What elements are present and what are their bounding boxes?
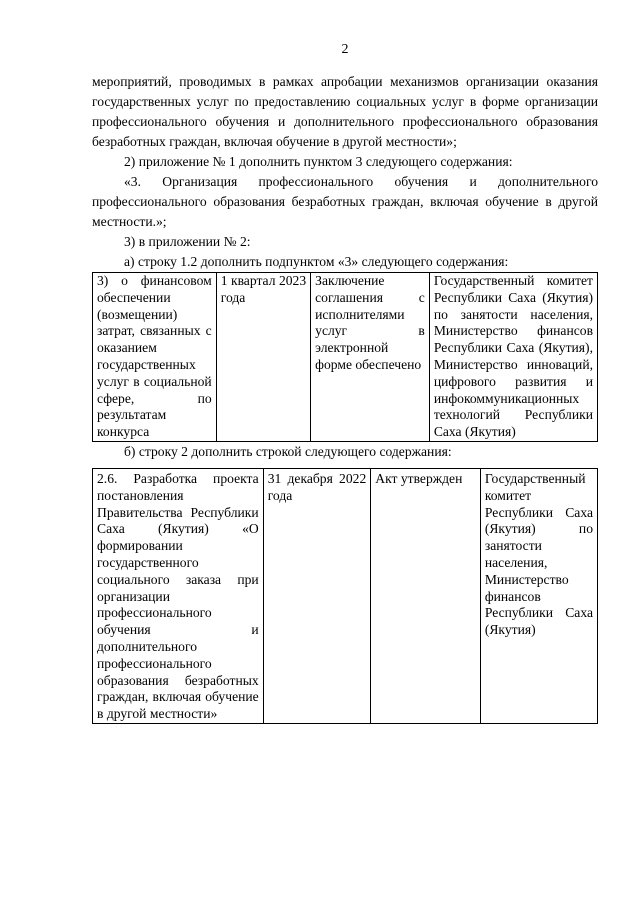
table-cell-deadline: 1 квартал 2023 года [216,273,310,442]
page-number: 2 [341,42,349,57]
table-row-1-2-addition [92,272,598,442]
table-cell-event: 2.6. Разработка проекта постановления Правительства Республики Саха (Якутия) «О формировании государственного социального заказа при организации профессионального обучения и дополнительного профессионального образования безработных граждан, включая обучение в другой местности» [93,468,264,723]
table-cell-event: 3) о финансовом обеспечении (возмещении) затрат, связанных с оказанием государственных услуг в социальной сфере, по результатам конкурса [93,273,217,442]
table-cell-responsible: Государственный комитет Республики Саха (Якутия) по занятости населения, Министерство финансов Республики Саха (Якутия) [480,468,597,723]
document-page [92,40,598,724]
paragraph-4: 3) в приложении № 2: [124,234,251,249]
paragraph-5: а) строку 1.2 дополнить подпунктом «3» следующего содержания: [124,254,509,269]
table-row [93,273,598,442]
table-cell-responsible: Государственный комитет Республики Саха (Якутия) по занятости населения, Министерство финансов Республики Саха (Якутия), Министерство инноваций, цифрового развития и инфокоммуникационных технологий Республики Саха (Якутия) [429,273,597,442]
paragraph-3: «3. Организация профессионального обучения и дополнительного профессионального образования безработных граждан, включая обучение в другой местности.»; [92,174,598,229]
table-row-2-6-addition [92,468,598,724]
paragraph-6: б) строку 2 дополнить строкой следующего содержания: [124,443,452,459]
table-row [93,468,598,723]
table-cell-result: Заключение соглашения с исполнителями услуг в электронной форме обеспечено [311,273,430,442]
table-cell-result: Акт утвержден [371,468,481,723]
paragraph-1: мероприятий, проводимых в рамках апробации механизмов организации оказания государственных услуг по предоставлению социальных услуг в форме организации профессионального обучения и дополнительного профессионального образования безработных граждан, включая обучение в другой местности»; [92,74,598,149]
paragraph-2: 2) приложение № 1 дополнить пунктом 3 следующего содержания: [124,154,513,169]
table-cell-deadline: 31 декабря 2022 года [263,468,371,723]
